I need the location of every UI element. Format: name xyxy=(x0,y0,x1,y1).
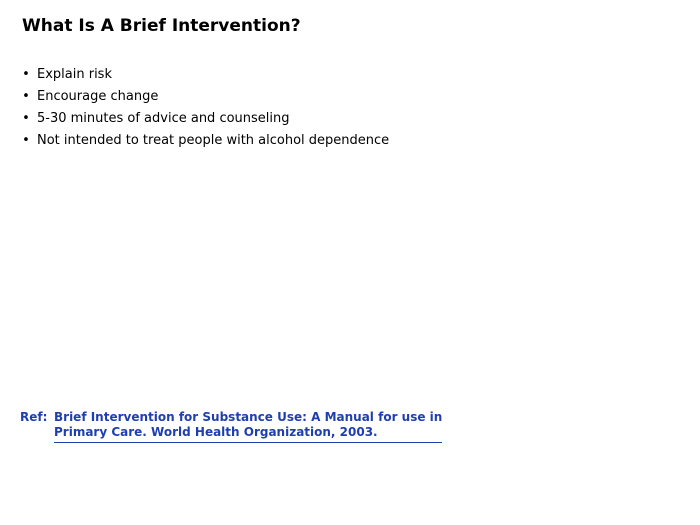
reference-link-line: Brief Intervention for Substance Use: A Manual for use in xyxy=(54,410,443,424)
slide-title: What Is A Brief Intervention? xyxy=(22,16,301,36)
bullet-dot-icon: • xyxy=(22,89,30,104)
bullet-text: Encourage change xyxy=(37,89,159,104)
bullet-item xyxy=(22,130,389,152)
bullet-dot-icon: • xyxy=(22,133,30,148)
bullet-text: Explain risk xyxy=(37,67,112,82)
bullet-list xyxy=(22,64,389,152)
bullet-item xyxy=(22,64,389,86)
bullet-item xyxy=(22,86,389,108)
reference-link[interactable] xyxy=(54,410,442,443)
reference-link-line: Primary Care. World Health Organization, 2003. xyxy=(54,425,378,439)
bullet-dot-icon: • xyxy=(22,111,30,126)
bullet-item xyxy=(22,108,389,130)
reference-citation xyxy=(20,410,442,443)
bullet-dot-icon: • xyxy=(22,67,30,82)
reference-label: Ref: xyxy=(20,410,48,424)
bullet-text: 5-30 minutes of advice and counseling xyxy=(37,111,290,126)
bullet-text: Not intended to treat people with alcohol dependence xyxy=(37,133,390,148)
